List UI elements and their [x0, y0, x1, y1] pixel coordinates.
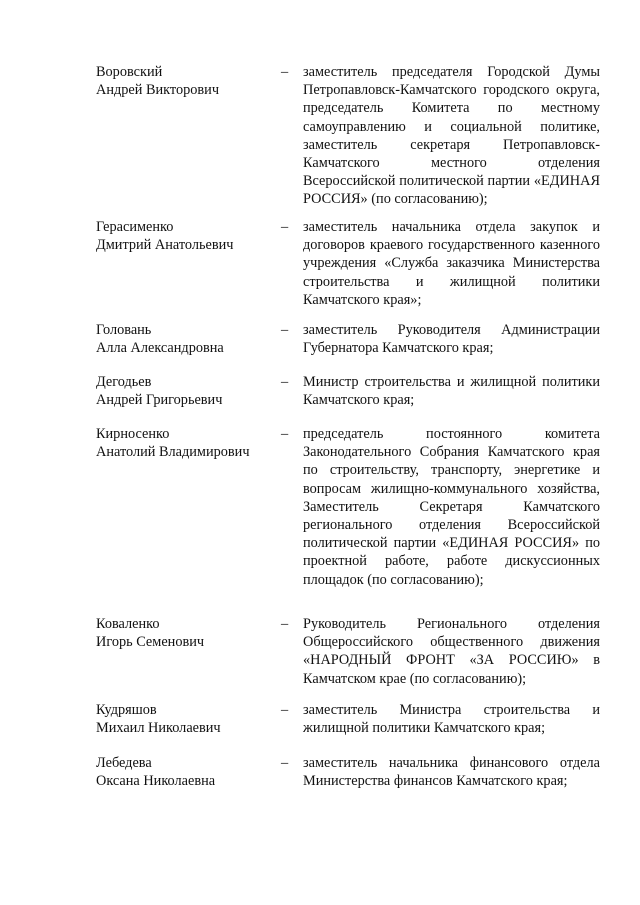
dash-separator: –	[281, 219, 289, 235]
member-given-names: Игорь Семенович	[96, 634, 205, 651]
member-name	[96, 701, 281, 737]
member-name	[96, 218, 281, 254]
dash-separator: –	[281, 374, 289, 390]
member-role: заместитель начальника отдела закупок и договоров краевого государственного казенного учреждения «Служба заказчика Министерства строительства и жилищной политики Камчатского края»;	[303, 219, 600, 308]
member-given-names: Михаил Николаевич	[96, 720, 221, 737]
member-role: заместитель начальника финансового отдела Министерства финансов Камчатского края;	[303, 755, 600, 790]
member-name	[96, 63, 281, 99]
member-role: Министр строительства и жилищной политики Камчатского края;	[303, 374, 600, 409]
member-surname: Герасименко	[96, 219, 174, 235]
member-given-names: Анатолий Владимирович	[96, 444, 250, 461]
member-name	[96, 615, 281, 651]
dash-separator: –	[281, 616, 289, 632]
member-surname: Лебедева	[96, 755, 152, 771]
member-given-names: Дмитрий Анатольевич	[96, 237, 234, 254]
dash-separator: –	[281, 64, 289, 80]
member-surname: Головань	[96, 322, 152, 338]
dash-separator: –	[281, 426, 289, 442]
member-role: заместитель Руководителя Администрации Губернатора Камчатского края;	[303, 322, 600, 357]
dash-separator: –	[281, 322, 289, 338]
dash-separator: –	[281, 755, 289, 771]
member-surname: Дегодьев	[96, 374, 152, 390]
member-given-names: Оксана Николаевна	[96, 773, 216, 790]
member-given-names: Андрей Григорьевич	[96, 392, 223, 409]
member-name	[96, 754, 281, 790]
member-role: председатель постоянного комитета Законодательного Собрания Камчатского края по строительству, транспорту, энергетике и вопросам жилищно-коммунального хозяйства, Заместитель Секретаря Камчатского регионального отделения Всероссийской политической партии «ЕДИНАЯ РОССИЯ» по проектной работе, работе дискуссионных площадок (по согласованию);	[303, 426, 600, 588]
member-name	[96, 321, 281, 357]
member-surname: Воровский	[96, 64, 163, 80]
member-surname: Кирносенко	[96, 426, 170, 442]
member-surname: Коваленко	[96, 616, 160, 632]
member-name	[96, 425, 281, 461]
member-role: заместитель председателя Городской Думы Петропавловск-Камчатского городского округа, председатель Комитета по местному самоуправлению и социальной политике, заместитель секретаря Петропавловск-Камчатского местного отделения Всероссийской политической партии «ЕДИНАЯ РОССИЯ» (по согласованию);	[303, 64, 600, 208]
member-given-names: Андрей Викторович	[96, 82, 220, 99]
member-role: заместитель Министра строительства и жилищной политики Камчатского края;	[303, 702, 600, 737]
dash-separator: –	[281, 702, 289, 718]
member-given-names: Алла Александровна	[96, 340, 224, 357]
member-role: Руководитель Регионального отделения Общероссийского общественного движения «НАРОДНЫЙ ФРОНТ «ЗА РОССИЮ» в Камчатском крае (по согласованию);	[303, 616, 600, 687]
member-surname: Кудряшов	[96, 702, 157, 718]
member-name	[96, 373, 281, 409]
